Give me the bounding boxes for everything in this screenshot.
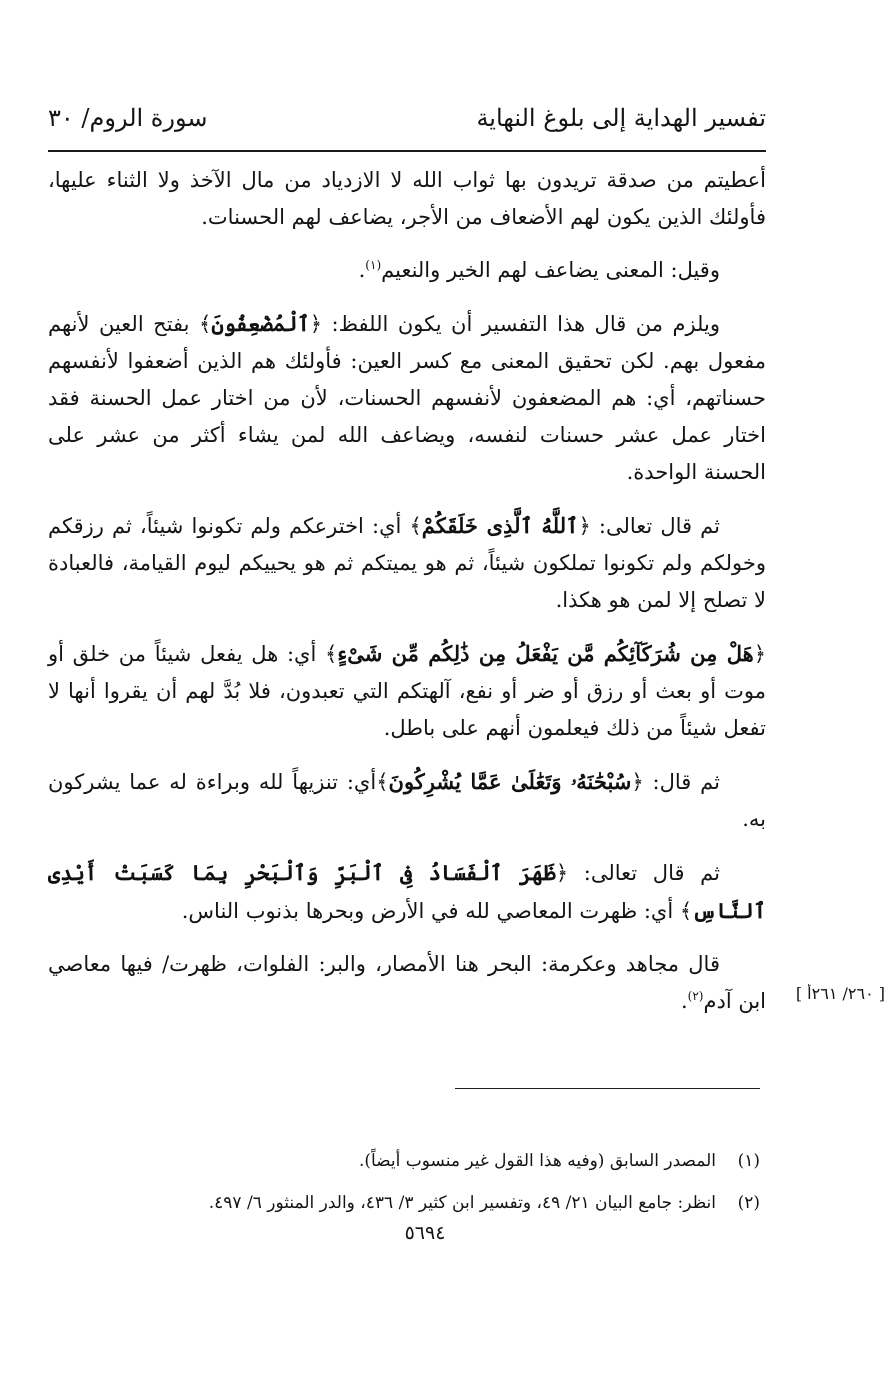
text-run: ثم قال: <box>643 770 720 794</box>
text-run: وقيل: المعنى يضاعف لهم الخير والنعيم <box>381 258 720 282</box>
footnote <box>48 1140 760 1182</box>
margin-folio-note: [ ٢٦٠/ ٢٦١أ ] <box>795 984 885 1003</box>
header-rule <box>48 150 766 152</box>
paragraph <box>48 854 766 930</box>
ornate-bracket: ﴾ <box>679 899 693 923</box>
running-header <box>48 96 766 152</box>
page-number: ٥٦٩٤ <box>404 1222 446 1244</box>
footnotes <box>48 1140 760 1224</box>
quran-verse: ٱللَّهُ ٱلَّذِى خَلَقَكُمْ <box>421 513 579 538</box>
text-run: ويلزم من قال هذا التفسير أن يكون اللفظ: <box>322 312 720 336</box>
text-run: ثم قال تعالى: <box>568 861 720 885</box>
text-run: أعطيتم من صدقة تريدون بها ثواب الله لا الازدياد من مال الآخذ ولا الثناء عليها، فأولئك الذين يكون لهم الأضعاف من الأجر، يضاعف لهم الحسنات. <box>48 168 766 229</box>
ornate-bracket: ﴾ <box>199 312 212 336</box>
text-run: أي: هل يفعل شيئاً من خلق أو موت أو بعث أو رزق أو ضر أو نفع، آلهتكم التي تعبدون، فلا بُدَّ لهم أن يقروا أنها لا تفعل شيئاً من ذلك فيعلمون أنهم على باطل. <box>48 642 766 740</box>
paragraph <box>48 507 766 619</box>
ornate-bracket: ﴿ <box>631 770 644 794</box>
paragraph <box>48 763 766 838</box>
footnote-number: (٢) <box>737 1193 760 1213</box>
ornate-bracket: ﴿ <box>555 861 569 885</box>
surah-label: سورة الروم/ ٣٠ <box>48 104 208 132</box>
ornate-bracket: ﴿ <box>753 642 766 666</box>
footnote-rule <box>455 1088 760 1089</box>
ornate-bracket: ﴾ <box>376 770 389 794</box>
footnote-ref: (١) <box>365 258 382 272</box>
text-run: أي: اخترعكم ولم تكونوا شيئاً، ثم رزقكم وخولكم ولم تكونوا تملكون شيئاً، ثم هو يميتكم ثم هو يحييكم ليوم القيامة، فالعبادة لا تصلح إلا لمن هو هكذا. <box>48 514 766 612</box>
paragraph <box>48 162 766 236</box>
quran-verse: سُبْحَٰنَهُۥ وَتَعَٰلَىٰ عَمَّا يُشْرِكُونَ <box>388 769 632 794</box>
footnote-text: انظر: جامع البيان ٢١/ ٤٩، وتفسير ابن كثير ٣/ ٤٣٦، والدر المنثور ٦/ ٤٩٧. <box>208 1193 716 1213</box>
footnote-ref: (٢) <box>687 989 704 1003</box>
footnote <box>48 1182 760 1224</box>
main-text <box>48 162 766 1036</box>
footnote-number: (١) <box>737 1151 760 1171</box>
ornate-bracket: ﴿ <box>309 312 323 336</box>
quran-verse: هَلْ مِن شُرَكَآئِكُم مَّن يَفْعَلُ مِن ذَٰلِكُم مِّن شَىْءٍ <box>337 641 754 666</box>
paragraph <box>48 946 766 1020</box>
book-title: تفسير الهداية إلى بلوغ النهاية <box>476 104 766 132</box>
text-run: . <box>680 989 688 1013</box>
paragraph <box>48 305 766 491</box>
text-run: بفتح العين لأنهم مفعول بهم. لكن تحقيق المعنى مع كسر العين: فأولئك هم الذين أضعفوا لأنفسهم حسناتهم، أي: هم المضعفون لأنفسهم الحسنات، لأن من اختار عمل الحسنة فقد اختار عمل عشر حسنات لنفسه، ويضاعف الله لمن يشاء أكثر من عشر على الحسنة الواحدة. <box>48 312 766 484</box>
quran-verse: ظَهَرَ ٱلْفَسَادُ فِى ٱلْبَرِّ وَٱلْبَحْرِ بِمَا كَسَبَتْ أَيْدِى ٱلنَّاسِ <box>48 860 766 923</box>
ornate-bracket: ﴿ <box>578 514 591 538</box>
text-run: . <box>358 258 366 282</box>
ornate-bracket: ﴾ <box>325 642 338 666</box>
ornate-bracket: ﴾ <box>409 514 422 538</box>
text-run: أي: ظهرت المعاصي لله في الأرض وبحرها بذنوب الناس. <box>181 899 680 923</box>
quran-verse: ٱلْمُضْعِفُونَ <box>211 311 310 336</box>
text-run: ثم قال تعالى: <box>590 514 720 538</box>
paragraph <box>48 252 766 289</box>
footnote-text: المصدر السابق (وفيه هذا القول غير منسوب أيضاً). <box>358 1151 716 1171</box>
text-run: أي: تنزيهاً لله وبراءة له عما يشركون به. <box>48 770 766 831</box>
text-run: قال مجاهد وعكرمة: البحر هنا الأمصار، والبر: الفلوات، ظهرت/ فيها معاصي ابن آدم <box>48 952 766 1013</box>
paragraph <box>48 635 766 747</box>
